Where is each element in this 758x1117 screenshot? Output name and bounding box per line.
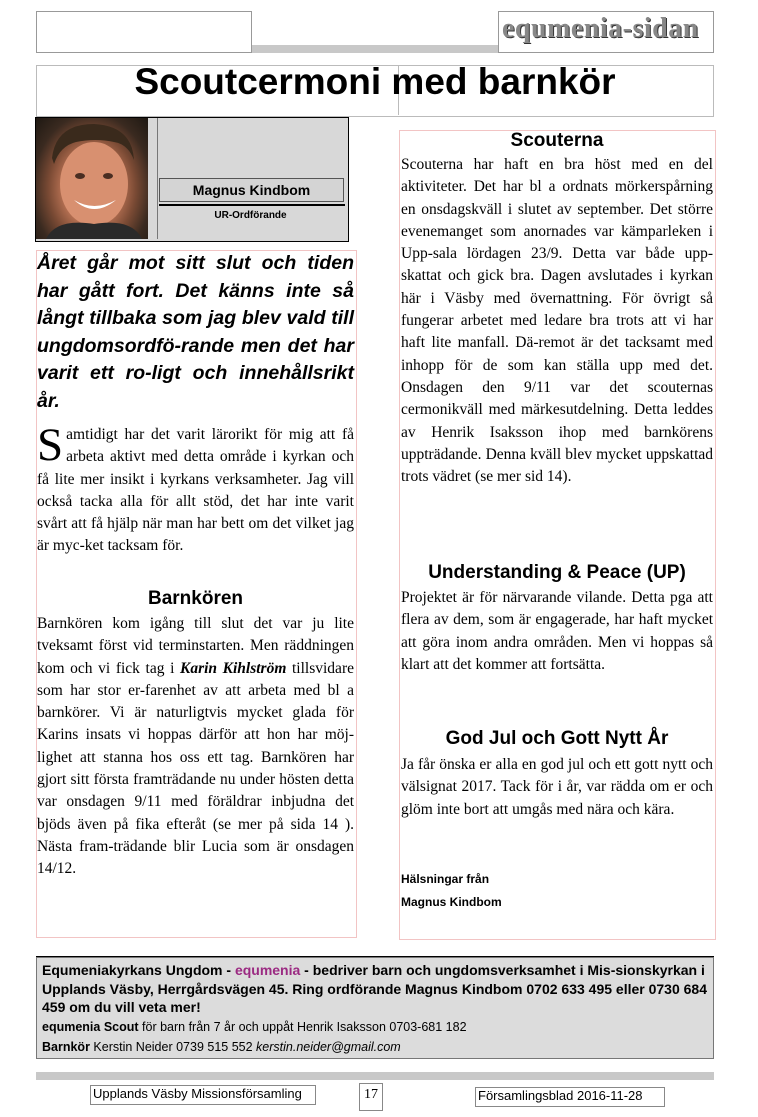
- footer-parish: Upplands Väsby Missionsförsamling: [90, 1085, 316, 1105]
- jul-paragraph: Ja får önska er alla en god jul och ett gott nytt och välsignat 2017. Tack för i år, var rädda om er och glöm inte bort att umgås med nära och kära.: [401, 756, 713, 818]
- footer-issue-date: Församlingsblad 2016-11-28: [475, 1087, 665, 1107]
- signature: Magnus Kindbom: [401, 895, 502, 909]
- info-box: [36, 957, 714, 1059]
- info-choir-line: [42, 1037, 708, 1057]
- intro-text: amtidigt har det varit lärorikt för mig att få arbeta aktivt med detta område i kyrkan och få lite mer insikt i kyrkans verksamheter. Jag vill också tacka alla för allt stöd, det har inte varit svårt att få hjälp när man har bett om det vilket jag är myc-ket tacksam för.: [37, 426, 354, 555]
- portrait-image: [36, 118, 148, 239]
- info-org-accent: equmenia: [234, 962, 301, 978]
- barnkoren-text-1: Barnkören kom igång till slut det var ju lite tveksamt först vid terminstarten. Men räddningen kom och vi fick tag i: [37, 615, 354, 677]
- author-box-divider: [157, 118, 158, 239]
- up-paragraph: Projektet är för närvarande vilande. Detta pga att flera av dem, som är engagerade, har haft mycket att göra inom andra områden. Men vi hoppas så klart att det kommer att fortsätta.: [401, 589, 713, 673]
- up-heading: Understanding & Peace (UP): [428, 562, 686, 583]
- footer-page-number: 17: [359, 1083, 383, 1111]
- jul-heading: God Jul och Gott Nytt År: [445, 728, 669, 749]
- brand-box: [498, 11, 714, 53]
- info-scout-label: equmenia Scout: [42, 1019, 139, 1034]
- info-org-before: Equmeniakyrkans Ungdom -: [42, 962, 235, 978]
- info-scout-text: för barn från 7 år och uppåt Henrik Isaksson 0703-681 182: [138, 1019, 467, 1034]
- author-name: Magnus Kindbom: [159, 178, 344, 202]
- info-scout-line: [42, 1017, 708, 1037]
- barnkoren-leader-name: Karin Kihlström: [179, 659, 287, 677]
- barnkoren-heading: Barnkören: [147, 588, 244, 609]
- author-role: UR-Ordförande: [214, 210, 287, 221]
- scouterna-heading: Scouterna: [510, 130, 604, 151]
- footer-bar: [36, 1072, 714, 1080]
- barnkoren-text-2: tillsvidare som har stor er-farenhet av att arbeta med bl a barnkörer. Vi är naturligtvis mycket glada för Karins insats vi hoppas därför att hon har möj-lighet att stanna hos oss ett tag. Barnkören har gjort sitt första framträdande nu under hösten detta var onsdagen 9/11 med föräldrar inbjudna det bjöds även på fika efteråt (se mer på sida 14 ). Nästa fram-trädande blir Lucia som är onsdagen 14/12.: [37, 659, 354, 878]
- barnkoren-paragraph: [37, 613, 354, 881]
- author-photo: [36, 118, 148, 239]
- lede-paragraph: Året går mot sitt slut och tiden har gått fort. Det känns inte så långt tillbaka som jag blev vald till ungdomsordfö-rande men det har varit ett ro-ligt och innehållsrikt år.: [37, 252, 354, 412]
- info-choir-email[interactable]: kerstin.neider@gmail.com: [256, 1039, 401, 1054]
- author-name-underline: [159, 204, 345, 206]
- info-org-after: - bedriver barn och ungdomsverksamhet i Mis-sionskyrkan i Upplands Väsby, Herrgårdsvägen 45. Ring ordförande Magnus Kindbom 0702 633 495 eller 0730 684 459 om du vill veta mer!: [42, 962, 707, 1015]
- header-empty-box: [36, 11, 252, 53]
- scouterna-paragraph: Scouterna har haft en bra höst med en del aktiviteter. Det har bl a ordnats mörkerspårning en onsdagskväll i slutet av september. Det större evenemanget som anornades var kämparleken i Upp-sala lördagen 23/9. Detta var både upp-skattat och gick bra. Dagen avslutades i kyrkan här i Väsby med övernattning. För övrigt så fungerar arbetet med ledare bra trots att vi har haft lite manfall. Dä-remot är det tacksamt med inhopp för de som kan ställa upp med det. Onsdagen den 9/11 var det scouternas cermonikväll med märkesutdelning. Detta leddes av Henrik Isaksson ihop med barnkörens uppträdande. Denna kväll blev mycket uppskattad trots vädret (se mer sid 14).: [401, 156, 713, 486]
- page-title: Scoutcermoni med barnkör: [134, 61, 616, 102]
- info-choir-label: Barnkör: [42, 1039, 90, 1054]
- brand-title: equmenia-sidan: [502, 13, 699, 44]
- dropcap: S: [37, 419, 64, 471]
- info-choir-text: Kerstin Neider 0739 515 552: [89, 1039, 257, 1054]
- greeting: Hälsningar från: [401, 872, 490, 886]
- info-org-text: [42, 961, 708, 1017]
- intro-paragraph: [37, 419, 354, 558]
